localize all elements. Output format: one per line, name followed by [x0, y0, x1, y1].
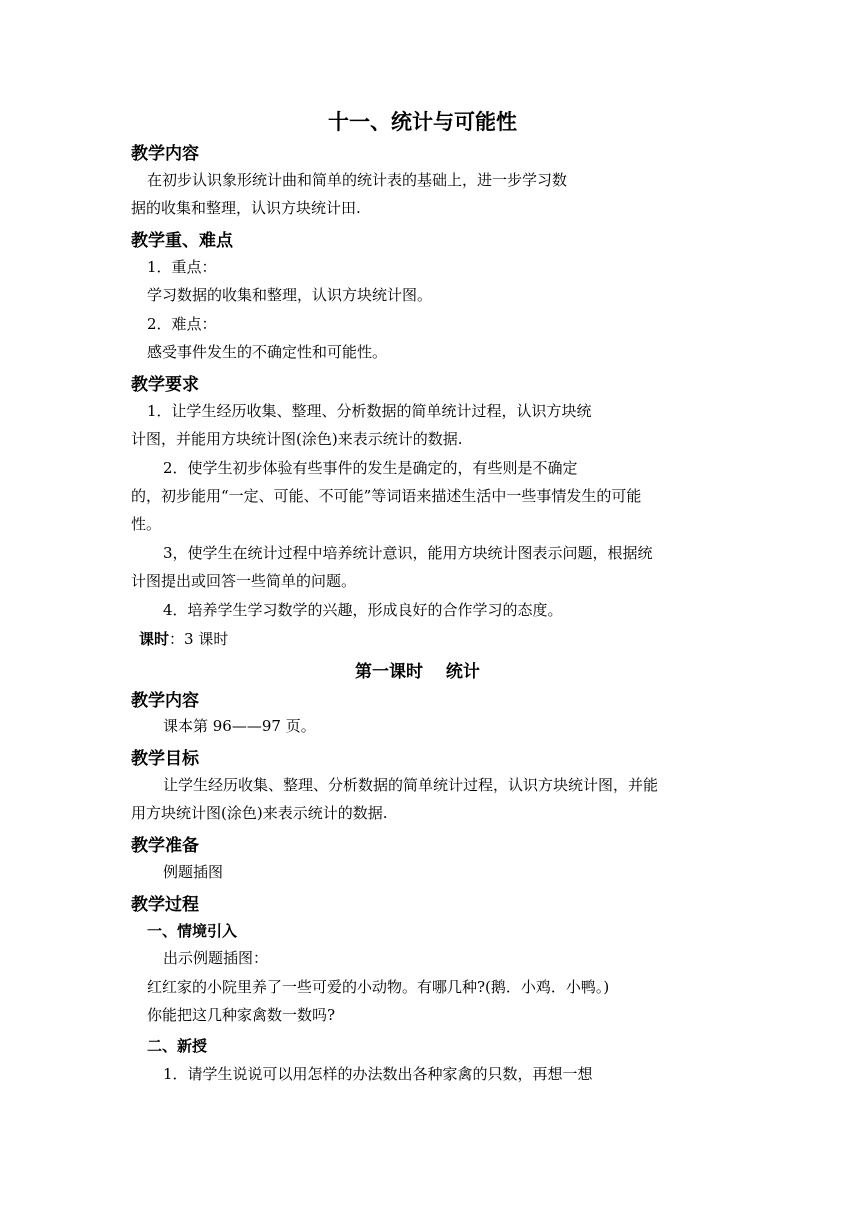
section-heading-requirements: 教学要求	[131, 375, 199, 395]
class-hours-value: ：3 课时	[169, 630, 229, 648]
requirement-4-line-1: 4．培养学生学习数学的兴趣，形成良好的合作学习的态度。	[163, 601, 563, 619]
lesson-goal-line-2: 用方块统计图(涂色)来表示统计的数据.	[131, 804, 388, 822]
step-1-heading: 一、情境引入	[147, 922, 238, 940]
section-heading-content: 教学内容	[131, 144, 199, 164]
requirement-1-line-1: 1．让学生经历收集、整理、分析数据的简单统计过程，认识方块统	[147, 402, 592, 420]
lesson-content-text: 课本第 96——97 页。	[163, 717, 316, 735]
step-2-heading: 二、新授	[147, 1037, 208, 1055]
requirement-2-line-3: 性。	[131, 515, 162, 533]
lesson-content-heading: 教学内容	[131, 691, 199, 711]
requirement-3-line-2: 计图提出或回答一些简单的问题。	[131, 572, 357, 590]
key-point-label: 1．重点：	[147, 258, 217, 276]
requirement-1-line-2: 计图，并能用方块统计图(涂色)来表示统计的数据.	[131, 430, 463, 448]
requirement-3-line-1: 3，使学生在统计过程中培养统计意识，能用方块统计图表示问题，根据统	[163, 544, 653, 562]
lesson-goal-heading: 教学目标	[131, 749, 199, 769]
difficulty-label: 2．难点：	[147, 315, 217, 333]
key-point-text: 学习数据的收集和整理，认识方块统计图。	[147, 286, 433, 304]
step-1-line-2: 红红家的小院里养了一些可爱的小动物。有哪几种?(鹅．小鸡．小鸭。)	[147, 978, 610, 996]
difficulty-text: 感受事件发生的不确定性和可能性。	[147, 343, 388, 361]
lesson-goal-line-1: 让学生经历收集、整理、分析数据的简单统计过程，认识方块统计图，并能	[163, 776, 659, 794]
requirement-2-line-1: 2．使学生初步体验有些事件的发生是确定的，有些则是不确定	[163, 459, 578, 477]
step-1-line-3: 你能把这几种家禽数一数吗?	[147, 1006, 336, 1024]
lesson-process-heading: 教学过程	[131, 895, 199, 915]
class-hours-label: 课时	[139, 630, 170, 648]
content-line-2: 据的收集和整理，认识方块统计田.	[131, 199, 361, 217]
requirement-2-line-2: 的，初步能用“一定、可能、不可能”等词语来描述生活中一些事情发生的可能	[131, 487, 642, 505]
lesson-prep-text: 例题插图	[163, 863, 224, 881]
chapter-title: 十一、统计与可能性	[328, 110, 517, 134]
class-hours	[139, 629, 228, 649]
step-1-line-1: 出示例题插图：	[163, 949, 269, 967]
content-line-1: 在初步认识象形统计曲和简单的统计表的基础上，进一步学习数	[147, 171, 568, 189]
section-heading-key-points: 教学重、难点	[131, 231, 233, 251]
lesson-prep-heading: 教学准备	[131, 836, 199, 856]
lesson-title: 第一课时 统计	[355, 662, 480, 682]
step-2-line-1: 1．请学生说说可以用怎样的办法数出各种家禽的只数，再想一想	[163, 1065, 593, 1083]
